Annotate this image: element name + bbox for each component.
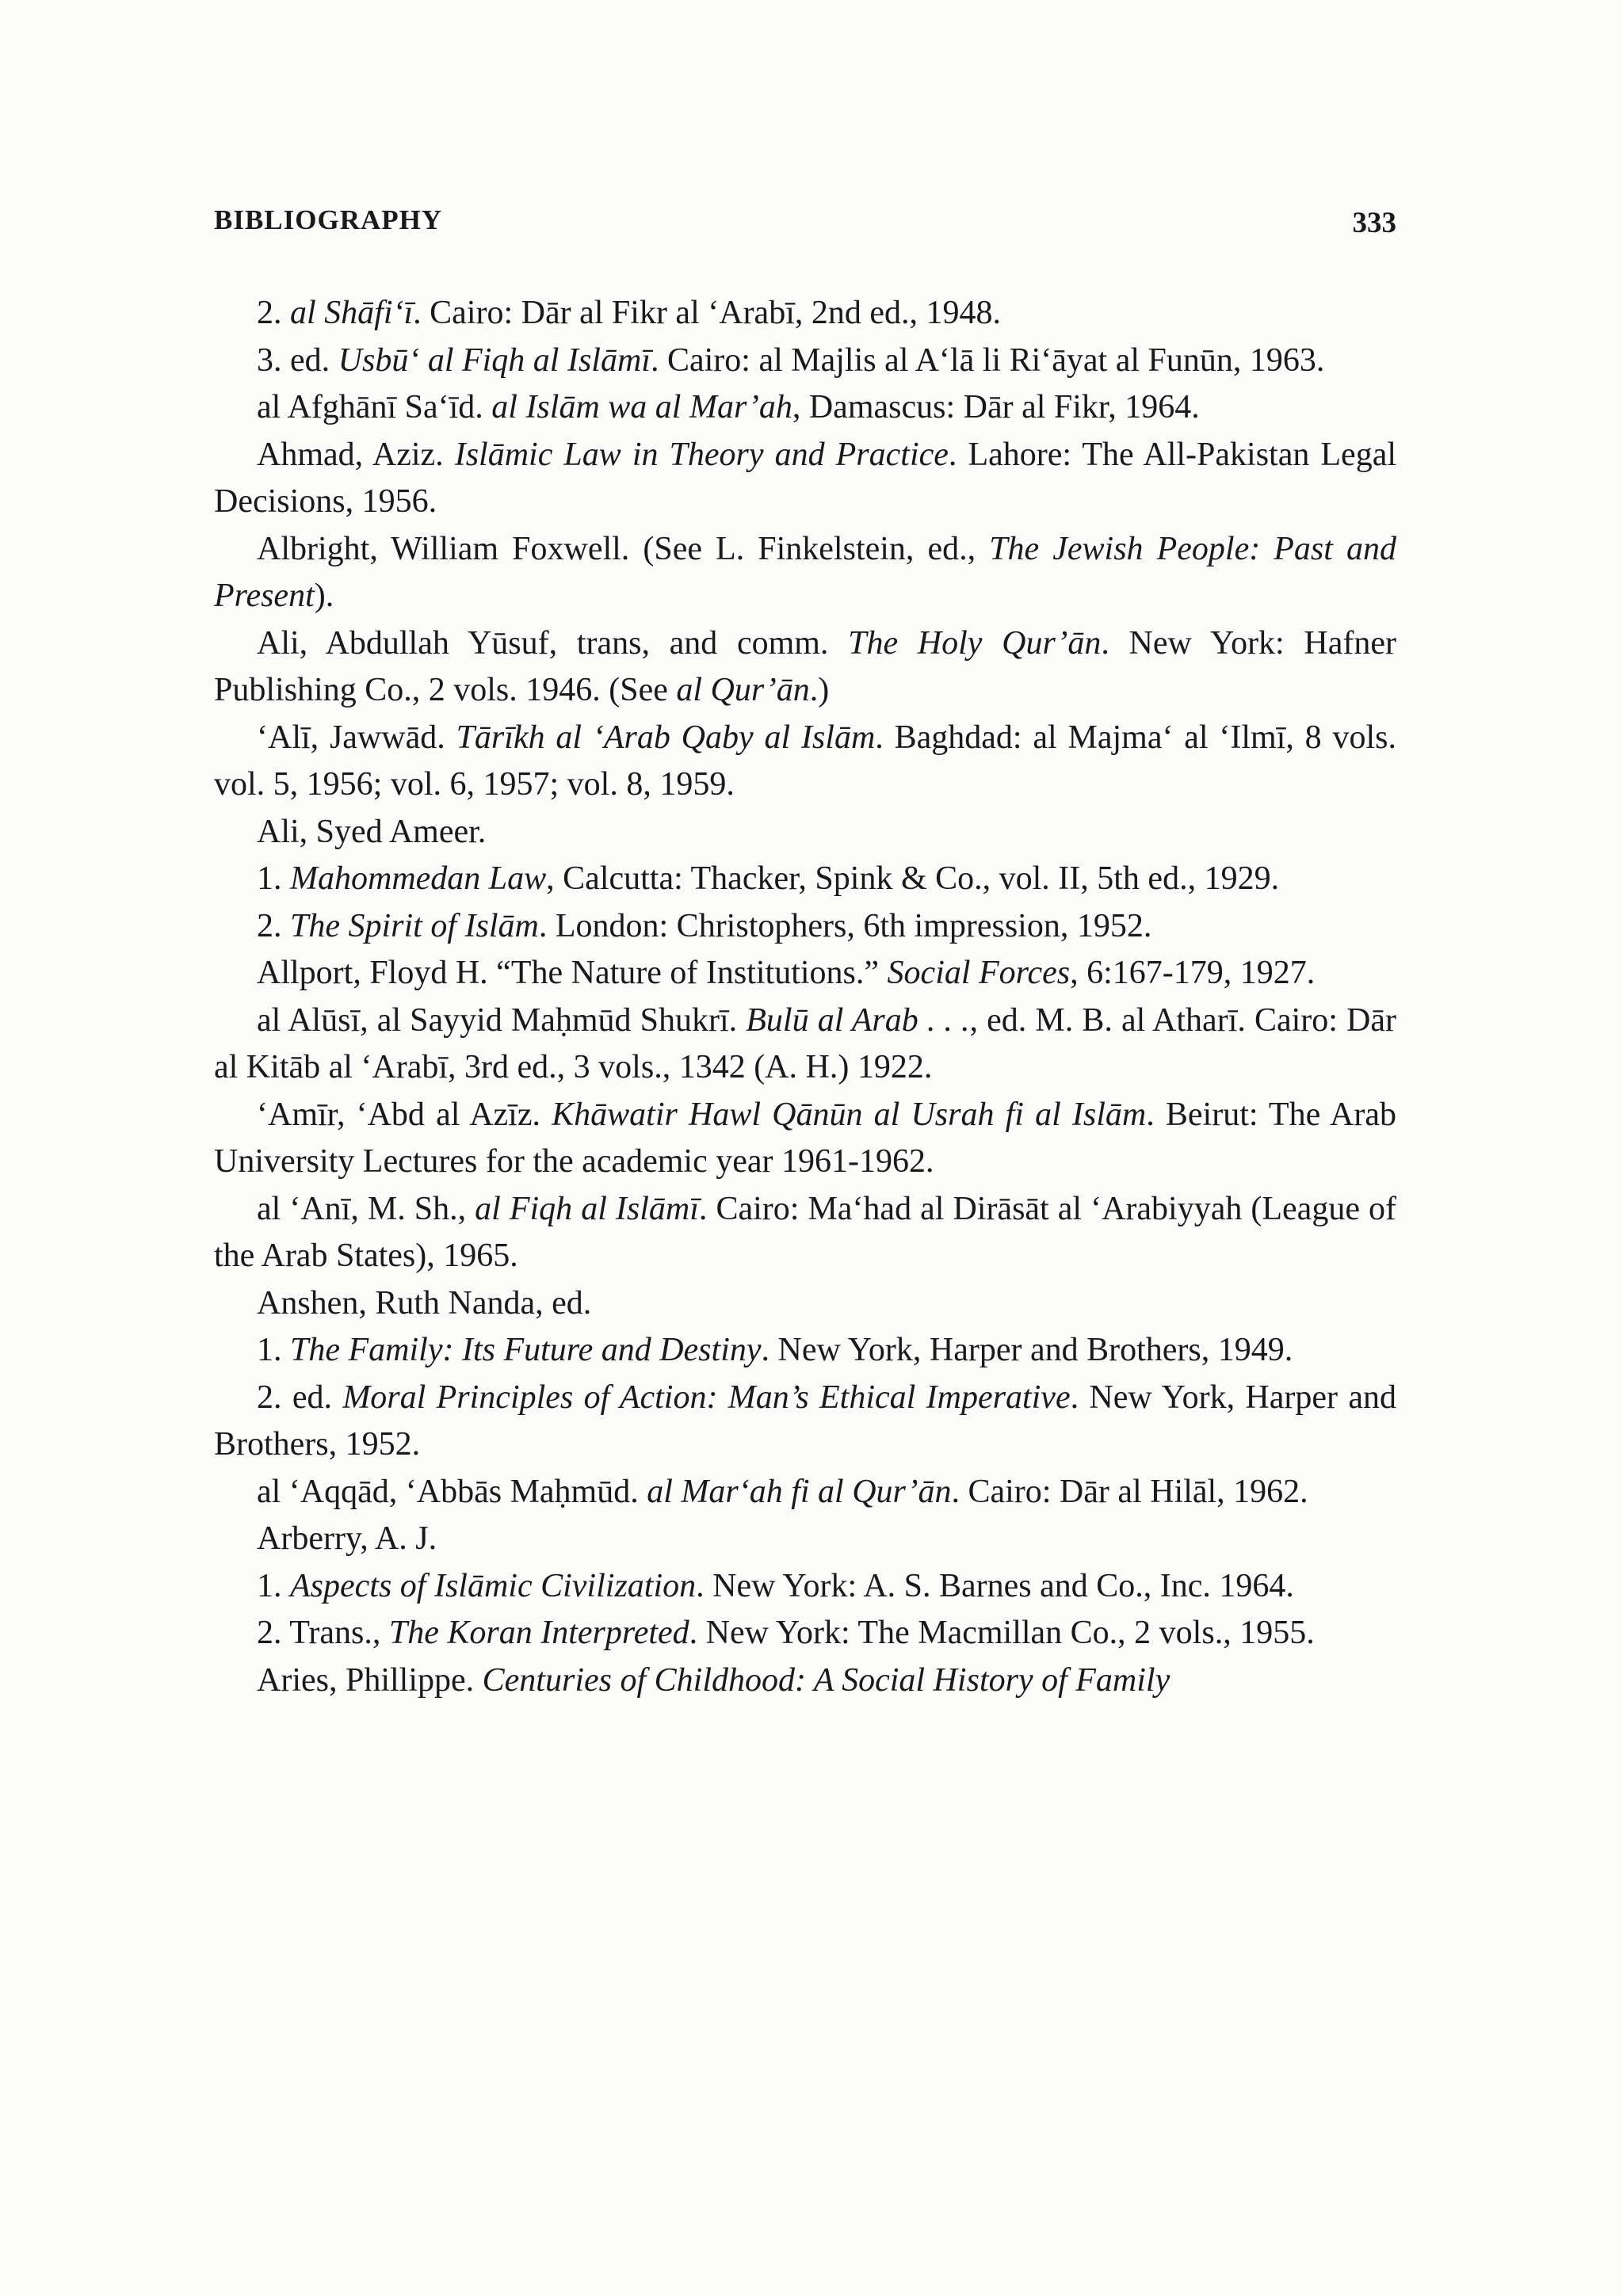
entry-title: al Fiqh al Islāmī (475, 1190, 699, 1227)
entry-text: . London: Christophers, 6th impression, 1952. (538, 907, 1152, 944)
entry-text: . New York, Harper and Brothers, 1949. (761, 1332, 1293, 1368)
entry-text: 2. Trans., (257, 1615, 389, 1651)
entry-text: . New York: Hafner Publishing Co., 2 vols. 1946. (See (214, 624, 1396, 708)
entry-text: . New York: A. S. Barnes and Co., Inc. 1964. (696, 1567, 1294, 1604)
bibliography-entry (214, 1657, 1396, 1705)
entry-text: al ‘Anī, M. Sh., (257, 1190, 475, 1227)
entry-text: al ‘Aqqād, ‘Abbās Maḥmūd. (257, 1473, 647, 1510)
bibliography-entry (214, 620, 1396, 715)
bibliography-entry (214, 809, 1396, 856)
entry-text: . Baghdad: al Majma‘ al ‘Ilmī, 8 vols. vol. 5, 1956; vol. 6, 1957; vol. 8, 1959. (214, 719, 1396, 803)
entry-title: The Family: Its Future and Destiny (290, 1332, 762, 1368)
entry-title: Social Forces (887, 955, 1071, 991)
entry-title: al Qur’ān (676, 672, 810, 708)
entry-text: al Afghānī Sa‘īd. (257, 389, 492, 425)
entry-text: . Cairo: Dār al Fikr al ‘Arabī, 2nd ed., 1948. (413, 295, 1002, 331)
bibliography-entry (214, 715, 1396, 809)
bibliography-entry (214, 384, 1396, 432)
entry-text: Arberry, A. J. (257, 1520, 437, 1557)
entry-text: , ed. M. B. al Atharī. Cairo: Dār al Kitāb al ‘Arabī, 3rd ed., 3 vols., 1342 (A. H.) 1922. (214, 1001, 1397, 1085)
entry-text: 1. (257, 1332, 290, 1368)
page-number: 333 (1352, 207, 1396, 239)
bibliography-entry (214, 290, 1396, 338)
bibliography-entry (214, 950, 1396, 997)
bibliography-entry (214, 997, 1396, 1092)
entry-text: 2. ed. (257, 1379, 343, 1416)
entry-text: Ali, Abdullah Yūsuf, trans, and comm. (257, 624, 849, 662)
entry-text: Aries, Phillippe. (257, 1661, 483, 1699)
bibliography-entry (214, 1186, 1396, 1280)
bibliography-entry (214, 903, 1396, 951)
running-head (214, 204, 1396, 252)
bibliography-entry (214, 1563, 1396, 1611)
entry-text: . Beirut: The Arab University Lectures for the academic year 1961-1962. (214, 1096, 1396, 1180)
entry-text: ). (314, 578, 334, 614)
entry-text: Albright, William Foxwell. (See L. Finkelstein, ed., (257, 530, 990, 567)
entry-text: Ali, Syed Ameer. (257, 813, 487, 850)
entry-title: Khāwatir Hawl Qānūn al Usrah fi al Islām (552, 1096, 1147, 1133)
entry-text: , Calcutta: Thacker, Spink & Co., vol. II, 5th ed., 1929. (546, 860, 1280, 897)
entry-title: Moral Principles of Action: Man’s Ethical Imperative (342, 1379, 1071, 1416)
entry-title: al Islām wa al Mar’ah (491, 389, 792, 425)
bibliography-entry (214, 1516, 1396, 1563)
entry-text: al Alūsī, al Sayyid Maḥmūd Shukrī. (257, 1001, 747, 1039)
entry-text: . Cairo: al Majlis al A‘lā li Ri‘āyat al Funūn, 1963. (650, 341, 1325, 379)
entry-text: ‘Amīr, ‘Abd al Azīz. (257, 1096, 552, 1133)
entry-text: Ahmad, Aziz. (257, 436, 455, 473)
entry-title: Islāmic Law in Theory and Practice (454, 436, 949, 473)
entry-text: .) (809, 672, 830, 708)
entry-title: Bulū al Arab . . . (746, 1001, 970, 1039)
bibliography-entry (214, 1092, 1396, 1186)
entry-title: The Spirit of Islām (290, 907, 539, 944)
entry-title: Tārīkh al ‘Arab Qaby al Islām (456, 719, 876, 756)
bibliography-entry (214, 432, 1396, 526)
bibliography-entry (214, 1327, 1396, 1375)
entry-text: 2. (257, 295, 290, 331)
entry-text: . Lahore: The All-Pakistan Legal Decisions, 1956. (214, 436, 1397, 520)
bibliography-entry (214, 856, 1396, 903)
entry-text: Anshen, Ruth Nanda, ed. (257, 1284, 592, 1322)
entry-title: Usbū‘ al Fiqh al Islāmī (338, 341, 651, 379)
bibliography-entry (214, 1280, 1396, 1328)
running-title: BIBLIOGRAPHY (214, 204, 443, 235)
entry-text: . Cairo: Dār al Hilāl, 1962. (951, 1473, 1308, 1510)
entry-title: The Koran Interpreted (388, 1615, 689, 1651)
bibliography-entry (214, 1469, 1396, 1516)
entry-text: 1. (257, 860, 290, 897)
entry-title: The Holy Qur’ān (848, 624, 1102, 662)
entry-text: 2. (257, 907, 290, 944)
entry-title: al Shāfi‘ī (290, 295, 414, 331)
entry-title: Centuries of Childhood: A Social History of Family (482, 1661, 1170, 1699)
entry-text: 3. ed. (257, 341, 338, 379)
entry-text: . New York, Harper and Brothers, 1952. (214, 1379, 1396, 1463)
bibliography-entry (214, 338, 1396, 385)
entry-text: . Cairo: Ma‘had al Dirāsāt al ‘Arabiyyah (League of the Arab States), 1965. (214, 1190, 1396, 1274)
entry-title: al Mar‘ah fi al Qur’ān (647, 1473, 952, 1510)
entry-title: Aspects of Islāmic Civilization (290, 1567, 697, 1604)
entry-title: The Jewish People: Past and Present (214, 530, 1396, 614)
entry-text: Allport, Floyd H. “The Nature of Institutions.” (257, 955, 888, 991)
book-page (214, 204, 1396, 1704)
entry-text: ‘Alī, Jawwād. (257, 719, 456, 756)
entry-text: , Damascus: Dār al Fikr, 1964. (792, 389, 1200, 425)
bibliography-entry (214, 1375, 1396, 1469)
bibliography-entries (214, 290, 1396, 1704)
entry-title: Mahommedan Law (290, 860, 547, 897)
entry-text: , 6:167-179, 1927. (1070, 955, 1316, 991)
bibliography-entry (214, 526, 1396, 620)
entry-text: 1. (257, 1567, 290, 1604)
bibliography-entry (214, 1610, 1396, 1657)
entry-text: . New York: The Macmillan Co., 2 vols., 1955. (689, 1615, 1315, 1651)
